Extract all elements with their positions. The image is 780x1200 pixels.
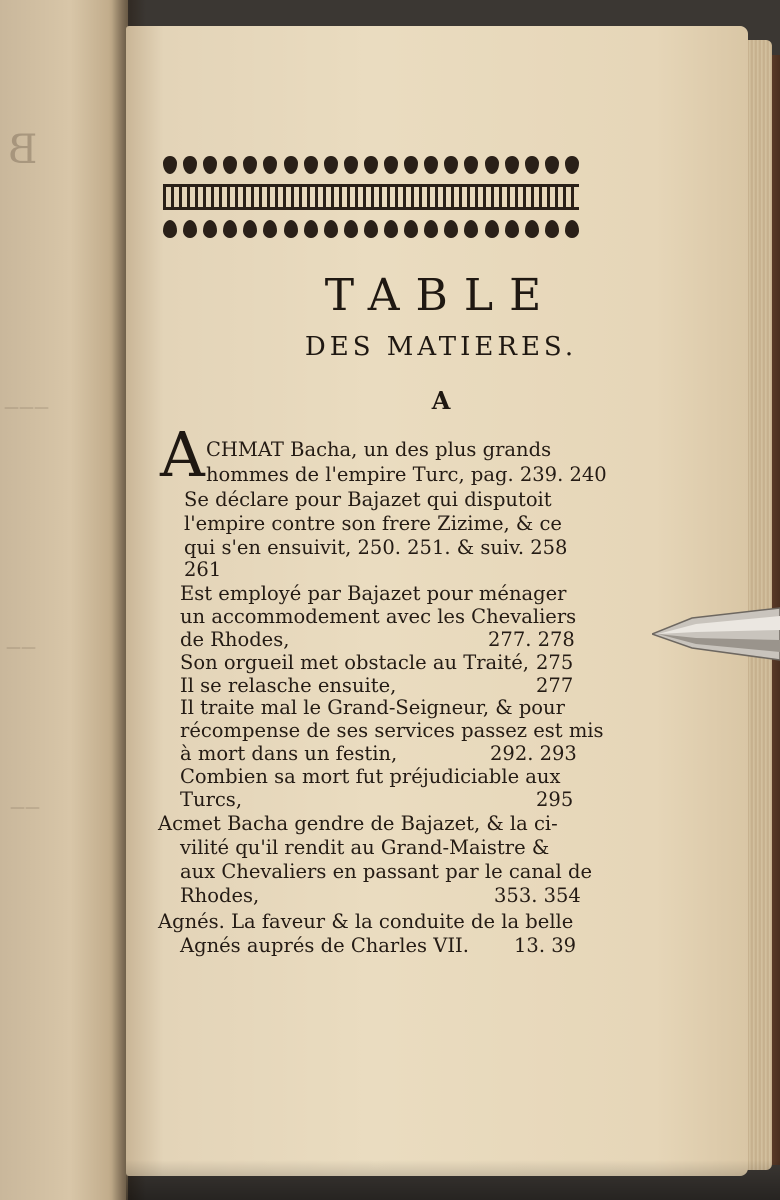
entry-line: Acmet Bacha gendre de Bajazet, & la ci- bbox=[158, 812, 558, 835]
section-letter: A bbox=[431, 386, 451, 415]
page-ref: 353. 354 bbox=[494, 884, 581, 907]
entry-line: l'empire contre son frere Zizime, & ce bbox=[184, 512, 562, 535]
entry-line: aux Chevaliers en passant par le canal de bbox=[180, 860, 593, 883]
entry-line: hommes de l'empire Turc, pag. 239. 240 bbox=[206, 463, 607, 486]
paper-knife bbox=[652, 604, 780, 664]
drop-cap: A bbox=[160, 418, 205, 491]
entry-line: vilité qu'il rendit au Grand-Maistre & bbox=[180, 836, 550, 859]
bleed-mark: —— bbox=[10, 798, 40, 816]
entry-line: Agnés. La faveur & la conduite de la belle bbox=[158, 910, 574, 933]
entry-line: à mort dans un festin, bbox=[180, 742, 398, 765]
entry-line: de Rhodes, bbox=[180, 628, 290, 651]
page-ref: 295 bbox=[536, 788, 574, 811]
page-ref: 275 bbox=[536, 651, 574, 674]
page-ref: 13. 39 bbox=[514, 934, 577, 957]
entry-line: 261 bbox=[184, 558, 222, 581]
page-ref: 277. 278 bbox=[488, 628, 575, 651]
page-subtitle: DES MATIERES. bbox=[304, 332, 578, 362]
bottom-shadow bbox=[126, 1160, 780, 1200]
entry-line: un accommodement avec les Chevaliers bbox=[180, 605, 577, 628]
page-title: TABLE bbox=[324, 270, 558, 321]
entry-line: Se déclare pour Bajazet qui disputoit bbox=[184, 488, 552, 511]
headpiece-ornament bbox=[163, 156, 579, 252]
page-ref: 292. 293 bbox=[490, 742, 577, 765]
entry-line: Son orgueil met obstacle au Traité, bbox=[180, 651, 529, 674]
bleed-mark: —— bbox=[6, 638, 36, 656]
entry-line: Est employé par Bajazet pour ménager bbox=[180, 582, 567, 605]
entry-line: Il traite mal le Grand-Seigneur, & pour bbox=[180, 696, 565, 719]
entry-line: Il se relasche ensuite, bbox=[180, 674, 397, 697]
bleed-mark: ——— bbox=[4, 398, 49, 416]
page-ref: 277 bbox=[536, 674, 574, 697]
entry-line: Turcs, bbox=[180, 788, 243, 811]
entry-line: qui s'en ensuivit, 250. 251. & suiv. 258 bbox=[184, 536, 568, 559]
bleed-mark: B bbox=[8, 127, 38, 173]
entry-line: Combien sa mort fut préjudiciable aux bbox=[180, 765, 561, 788]
entry-line: CHMAT Bacha, un des plus grands bbox=[206, 438, 552, 461]
entry-line: Rhodes, bbox=[180, 884, 260, 907]
entry-line: récompense de ses services passez est mis bbox=[180, 719, 604, 742]
left-page-bleedthrough bbox=[0, 0, 128, 1200]
entry-line: Agnés auprés de Charles VII. bbox=[180, 934, 469, 957]
